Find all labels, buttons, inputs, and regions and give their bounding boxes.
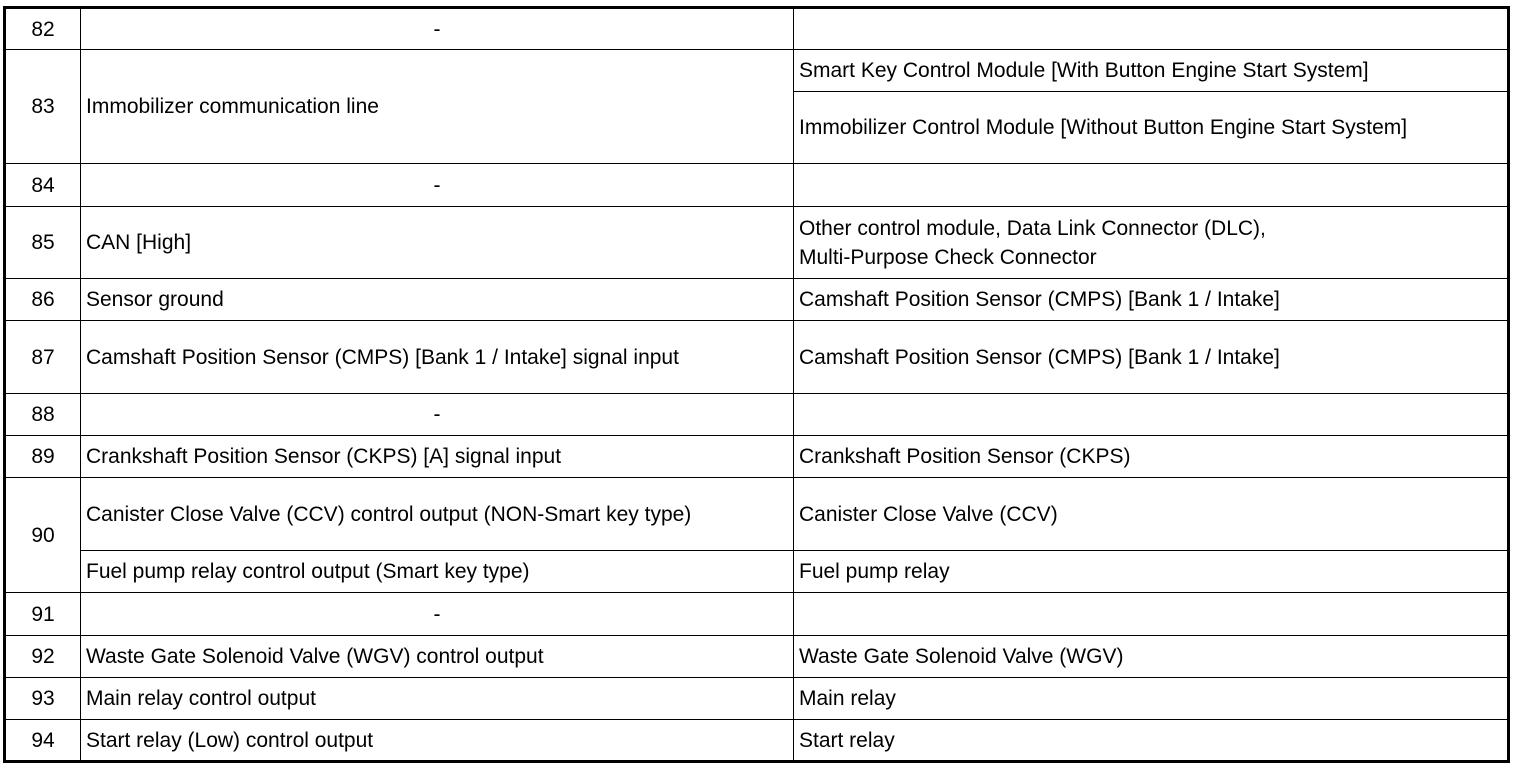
table-row — [5, 636, 1509, 678]
table-row — [5, 207, 1509, 279]
connected-component: Main relay — [794, 678, 1509, 720]
connected-component — [794, 207, 1509, 279]
pin-number: 94 — [5, 720, 81, 762]
connected-component: Fuel pump relay — [794, 551, 1509, 593]
connected-component — [794, 8, 1509, 50]
pin-description: Crankshaft Position Sensor (CKPS) [A] signal input — [81, 436, 794, 478]
pin-description: - — [81, 593, 794, 636]
pin-description: - — [81, 8, 794, 50]
pin-description: Fuel pump relay control output (Smart key type) — [81, 551, 794, 593]
connected-component-line: Multi-Purpose Check Connector — [799, 245, 1097, 269]
connected-component: Canister Close Valve (CCV) — [794, 478, 1509, 551]
connected-component: Start relay — [794, 720, 1509, 762]
connected-component: Camshaft Position Sensor (CMPS) [Bank 1 / Intake] — [794, 321, 1509, 394]
connected-component: Crankshaft Position Sensor (CKPS) — [794, 436, 1509, 478]
pin-description: CAN [High] — [81, 207, 794, 279]
table-row — [5, 164, 1509, 207]
pin-table — [3, 6, 1510, 763]
pin-description: Immobilizer communication line — [81, 50, 794, 164]
pin-number: 86 — [5, 279, 81, 321]
table-row — [5, 678, 1509, 720]
pin-description: Camshaft Position Sensor (CMPS) [Bank 1 / Intake] signal input — [81, 321, 794, 394]
pin-number: 82 — [5, 8, 81, 50]
table-row — [5, 321, 1509, 394]
table-row — [5, 394, 1509, 436]
connected-component — [794, 164, 1509, 207]
pin-description: Canister Close Valve (CCV) control output (NON-Smart key type) — [81, 478, 794, 551]
pin-number: 92 — [5, 636, 81, 678]
table-row — [5, 8, 1509, 50]
table-row — [5, 50, 1509, 92]
table-row — [5, 436, 1509, 478]
table-row — [5, 593, 1509, 636]
table-row — [5, 478, 1509, 551]
pin-description: Start relay (Low) control output — [81, 720, 794, 762]
connected-component: Immobilizer Control Module [Without Button Engine Start System] — [794, 92, 1509, 164]
pin-number: 88 — [5, 394, 81, 436]
table-row — [5, 720, 1509, 762]
pin-description: - — [81, 164, 794, 207]
connected-component: Waste Gate Solenoid Valve (WGV) — [794, 636, 1509, 678]
table-row — [5, 551, 1509, 593]
pin-number: 87 — [5, 321, 81, 394]
pin-description: - — [81, 394, 794, 436]
pin-number: 91 — [5, 593, 81, 636]
connected-component: Smart Key Control Module [With Button Engine Start System] — [794, 50, 1509, 92]
pin-number: 84 — [5, 164, 81, 207]
pin-description: Waste Gate Solenoid Valve (WGV) control output — [81, 636, 794, 678]
pin-number: 90 — [5, 478, 81, 593]
pin-description: Main relay control output — [81, 678, 794, 720]
pin-number: 85 — [5, 207, 81, 279]
connected-component — [794, 593, 1509, 636]
connected-component-line: Other control module, Data Link Connector (DLC), — [799, 216, 1266, 240]
pin-number: 93 — [5, 678, 81, 720]
table-row — [5, 279, 1509, 321]
connected-component: Camshaft Position Sensor (CMPS) [Bank 1 / Intake] — [794, 279, 1509, 321]
pin-number: 83 — [5, 50, 81, 164]
connected-component — [794, 394, 1509, 436]
pin-description: Sensor ground — [81, 279, 794, 321]
pin-number: 89 — [5, 436, 81, 478]
